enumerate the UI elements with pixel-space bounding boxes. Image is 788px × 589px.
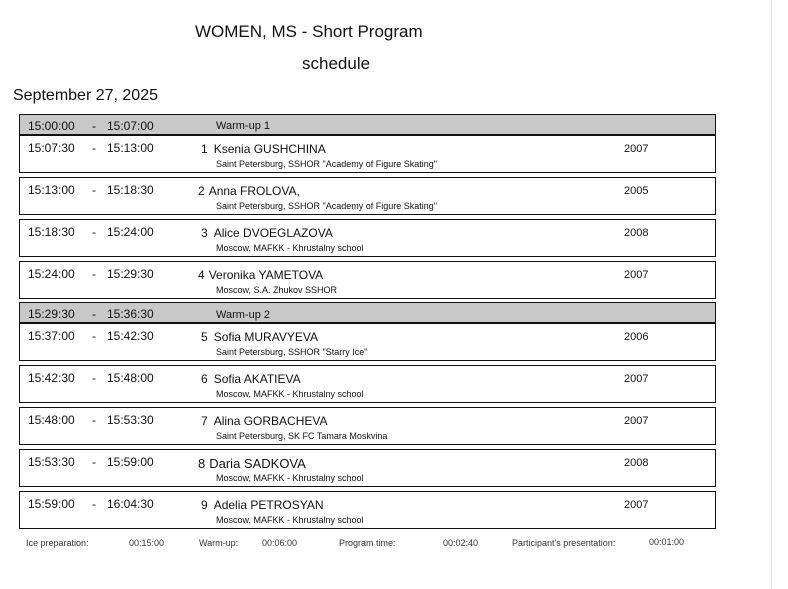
skater-name [198,268,323,282]
skater-name-text: Anna FROLOVA, [208,184,300,198]
start-number: 9 [201,498,208,512]
ice-preparation-value: 00:15:00 [129,538,165,548]
warmup-label: Warm-up 2 [216,309,270,321]
skater-row [19,407,716,445]
skater-name [201,142,326,156]
program-time-value: 00:02:40 [443,538,479,548]
start-time: 15:42:30 [28,371,75,385]
presentation-value: 00:01:00 [649,537,685,547]
birth-year: 2007 [624,415,649,427]
warmup-time-label: Warm-up: [199,538,239,548]
start-time: 15:53:30 [28,455,75,469]
skater-name [198,456,306,471]
start-time: 15:18:30 [28,225,75,239]
birth-year: 2007 [624,499,649,511]
skater-name [201,414,328,428]
start-time: 15:48:00 [28,413,75,427]
start-time: 15:29:30 [28,307,75,321]
skater-name [201,372,301,386]
skater-row [19,177,716,215]
page-edge [771,0,772,589]
birth-year: 2007 [624,143,649,155]
start-time: 15:24:00 [28,267,75,281]
skater-name [201,226,333,240]
skater-name-text: Veronika YAMETOVA [208,268,324,282]
skater-name-text: Sofia MURAVYEVA [213,330,318,344]
skater-name-text: Sofia AKATIEVA [213,372,301,386]
skater-row [19,449,716,487]
skater-club: Saint Petersburg, SSHOR "Starry Ice" [216,347,368,357]
skater-name [201,498,324,512]
time-dash: - [92,497,96,511]
skater-row [19,219,716,257]
birth-year: 2007 [624,269,649,281]
skater-name-text: Alice DVOEGLAZOVA [213,226,333,240]
time-dash: - [92,329,96,343]
skater-club: Moscow, MAFKK - Khrustalny school [216,473,364,483]
skater-club: Saint Petersburg, SSHOR "Academy of Figure Skating" [216,201,437,211]
start-number: 4 [198,268,205,282]
birth-year: 2008 [624,227,649,239]
warmup-row [19,302,716,323]
skater-name-text: Ksenia GUSHCHINA [213,142,326,156]
time-dash: - [92,267,96,281]
presentation-label: Participant's presentation: [512,538,616,548]
start-time: 15:37:00 [28,329,75,343]
start-number: 7 [201,414,208,428]
skater-name-text: Adelia PETROSYAN [213,498,324,512]
skater-row [19,261,716,299]
end-time: 15:53:30 [107,413,154,427]
skater-name [198,184,300,198]
start-time: 15:59:00 [28,497,75,511]
end-time: 16:04:30 [107,497,154,511]
skater-club: Moscow, S.A. Zhukov SSHOR [216,285,338,295]
start-number: 1 [201,142,208,156]
skater-name [201,330,318,344]
start-number: 8 [198,456,206,471]
end-time: 15:48:00 [107,371,154,385]
skater-name-text: Daria SADKOVA [209,456,306,471]
birth-year: 2006 [624,331,649,343]
skater-club: Moscow, MAFKK - Khrustalny school [216,243,364,253]
skater-row [19,323,716,361]
time-dash: - [92,371,96,385]
page-title: WOMEN, MS - Short Program [195,22,423,41]
skater-name-text: Alina GORBACHEVA [213,414,328,428]
skater-row [19,135,716,173]
start-time: 15:13:00 [28,183,75,197]
ice-preparation-label: Ice preparation: [26,538,89,548]
time-dash: - [92,183,96,197]
time-dash: - [92,119,96,133]
skater-row [19,365,716,403]
skater-club: Saint Petersburg, SSHOR "Academy of Figure Skating" [216,159,437,169]
start-time: 15:00:00 [28,119,75,133]
event-date: September 27, 2025 [13,87,158,104]
time-dash: - [92,455,96,469]
start-number: 3 [201,226,208,240]
start-number: 5 [201,330,208,344]
time-dash: - [92,141,96,155]
time-dash: - [92,225,96,239]
time-dash: - [92,307,96,321]
warmup-row [19,114,716,135]
end-time: 15:07:00 [107,119,154,133]
skater-club: Moscow, MAFKK - Khrustalny school [216,515,364,525]
end-time: 15:13:00 [107,141,154,155]
end-time: 15:24:00 [107,225,154,239]
skater-club: Moscow, MAFKK - Khrustalny school [216,389,364,399]
time-dash: - [92,413,96,427]
skater-club: Saint Petersburg, SK FC Tamara Moskvina [216,431,388,441]
warmup-label: Warm-up 1 [216,120,270,132]
start-time: 15:07:30 [28,141,75,155]
birth-year: 2008 [624,457,649,469]
end-time: 15:29:30 [107,267,154,281]
skater-row [19,491,716,529]
page-subtitle: schedule [302,54,371,73]
end-time: 15:18:30 [107,183,154,197]
birth-year: 2005 [624,185,649,197]
start-number: 2 [198,184,205,198]
end-time: 15:42:30 [107,329,154,343]
program-time-label: Program time: [339,538,396,548]
start-number: 6 [201,372,208,386]
birth-year: 2007 [624,373,649,385]
end-time: 15:59:00 [107,455,154,469]
end-time: 15:36:30 [107,307,154,321]
warmup-time-value: 00:06:00 [262,538,298,548]
